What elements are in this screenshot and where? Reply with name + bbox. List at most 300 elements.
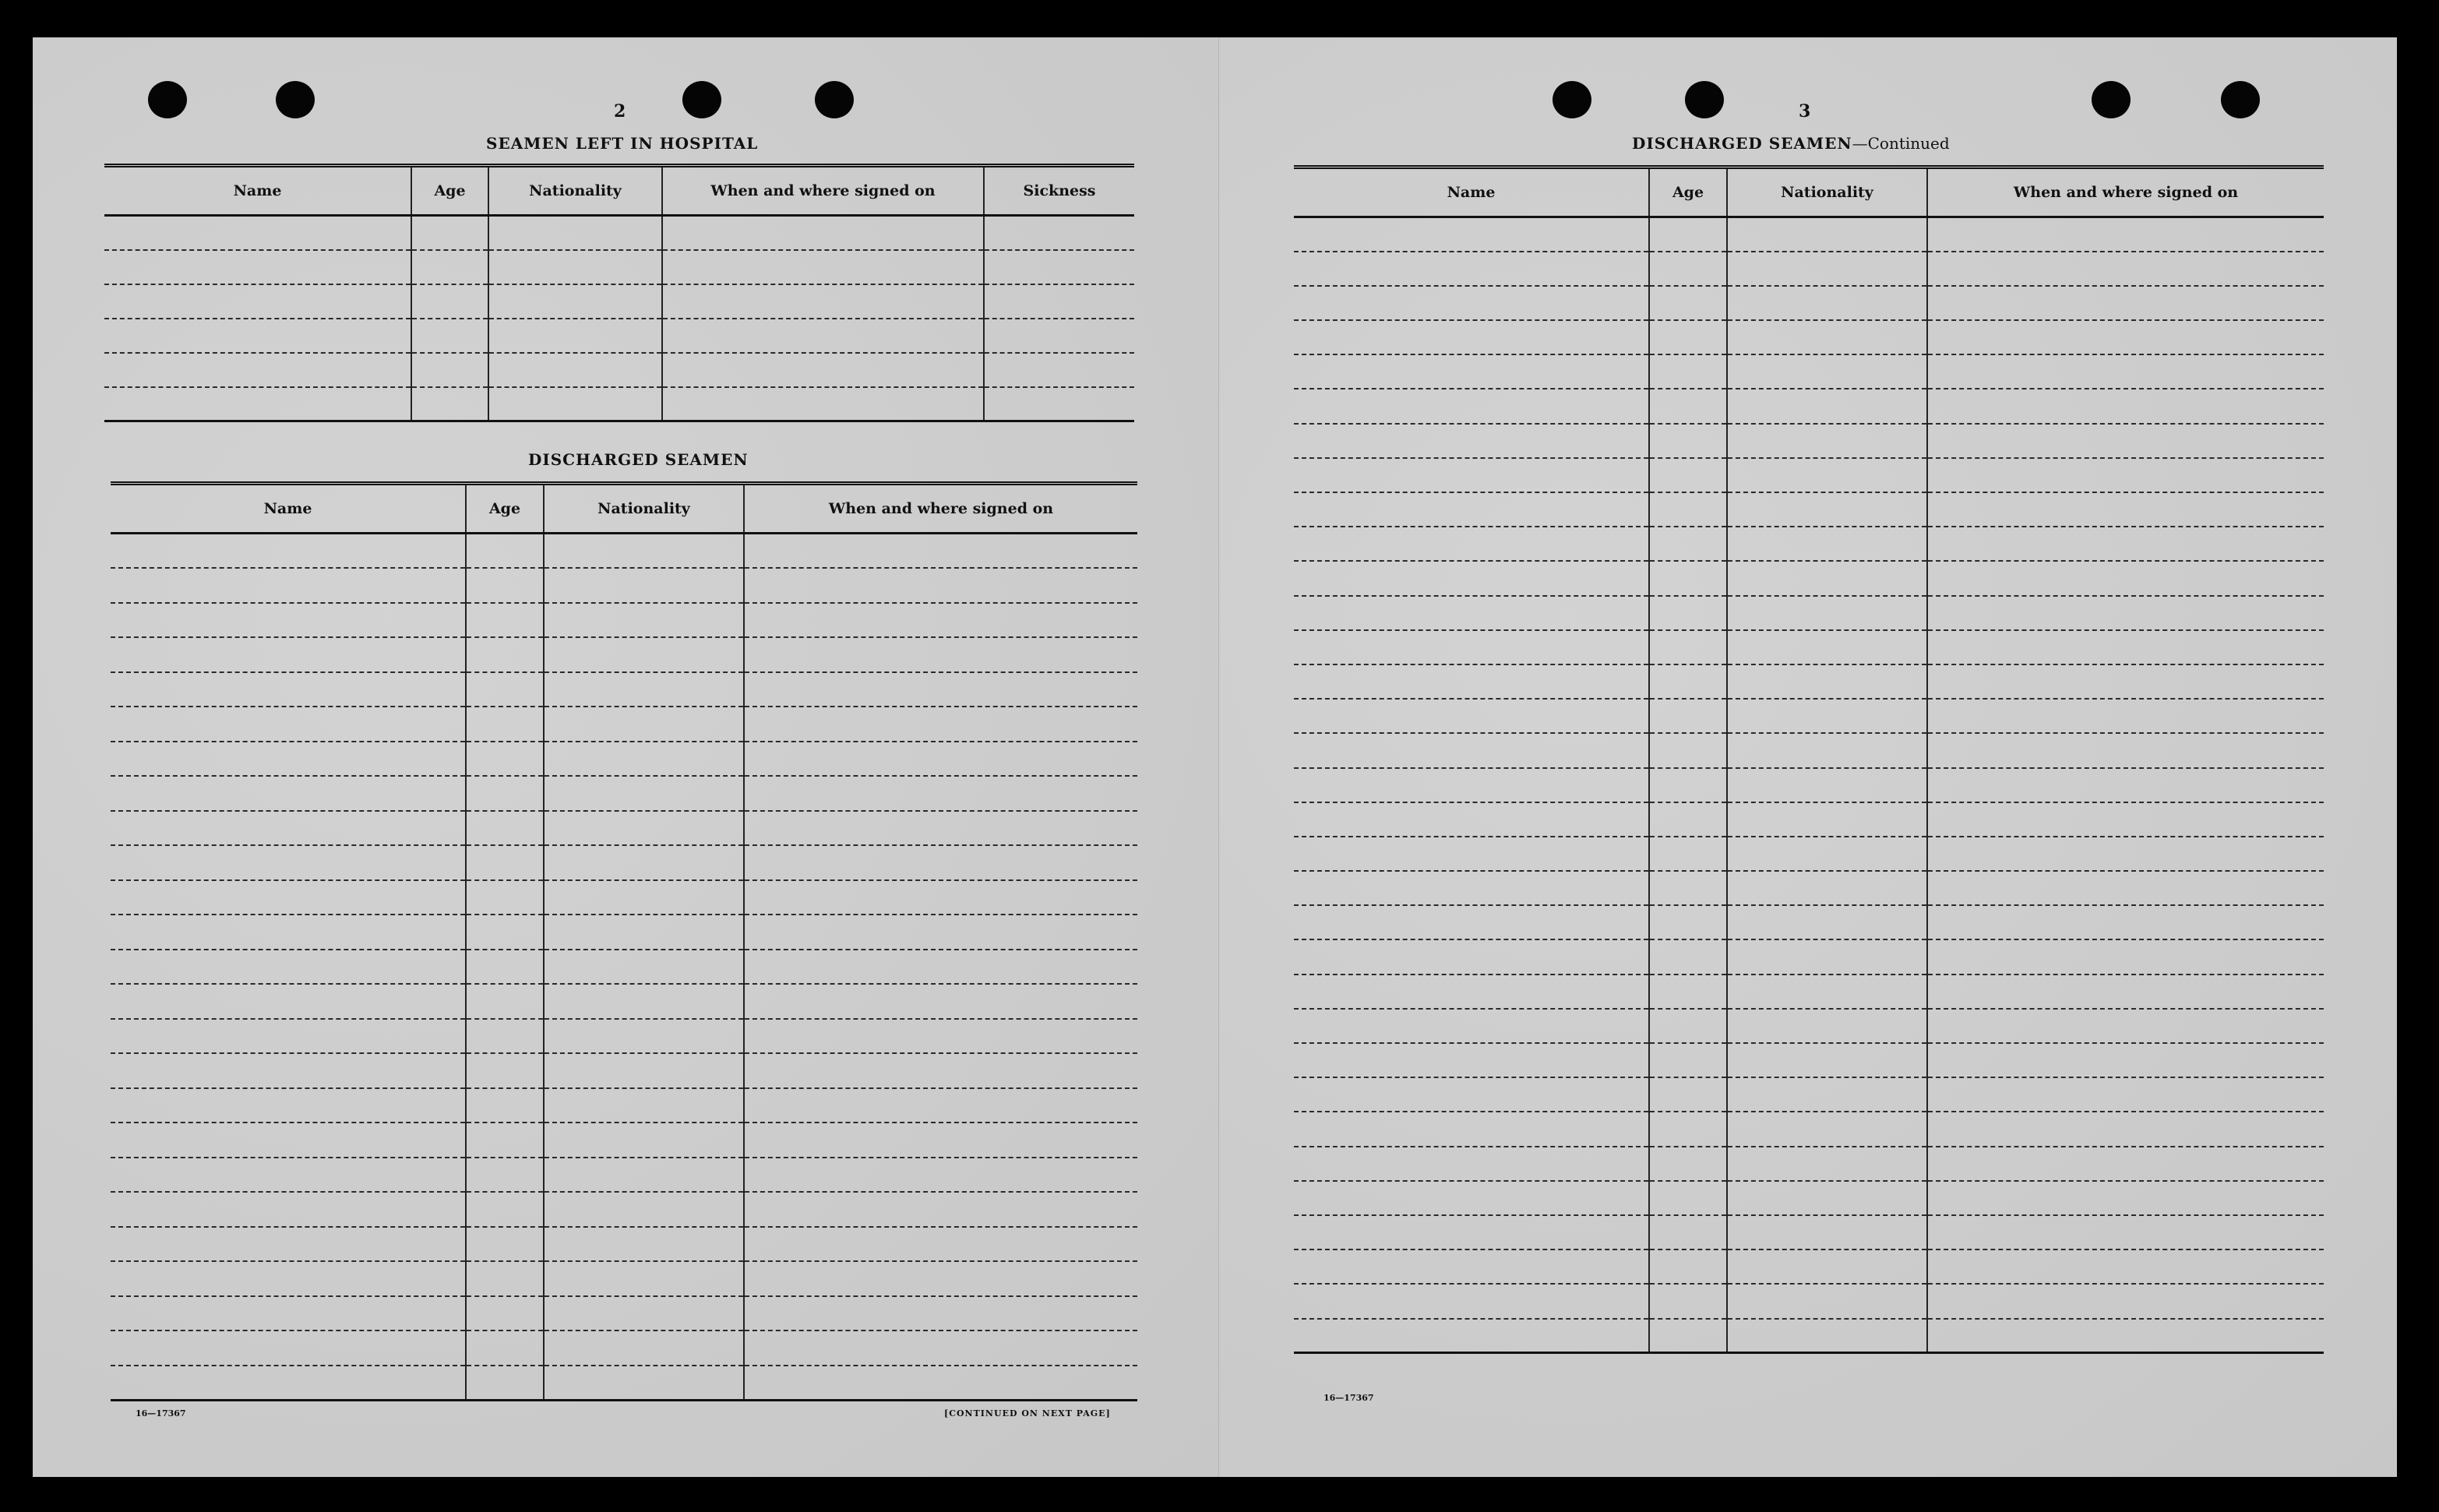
blank-cell-when-and-where-signed-on[interactable] bbox=[744, 776, 1137, 811]
blank-cell-name[interactable] bbox=[1294, 1043, 1649, 1077]
blank-cell-nationality[interactable] bbox=[1727, 699, 1927, 733]
table-row bbox=[111, 811, 1137, 846]
blank-cell-name[interactable] bbox=[1294, 1181, 1649, 1215]
blank-cell-nationality[interactable] bbox=[1727, 837, 1927, 871]
blank-cell-when-and-where-signed-on[interactable] bbox=[744, 880, 1137, 915]
blank-cell-nationality[interactable] bbox=[1727, 320, 1927, 354]
column-header-name: Name bbox=[111, 484, 466, 534]
blank-cell-age[interactable] bbox=[411, 353, 488, 387]
blank-cell-name[interactable] bbox=[1294, 217, 1649, 252]
blank-cell-name[interactable] bbox=[1294, 1249, 1649, 1284]
blank-cell-name[interactable] bbox=[1294, 492, 1649, 527]
blank-cell-age[interactable] bbox=[466, 984, 544, 1019]
blank-cell-nationality[interactable] bbox=[1727, 1181, 1927, 1215]
blank-cell-name[interactable] bbox=[111, 1192, 466, 1227]
blank-cell-nationality[interactable] bbox=[1727, 252, 1927, 286]
blank-cell-age[interactable] bbox=[466, 534, 544, 569]
blank-cell-when-and-where-signed-on[interactable] bbox=[1927, 1009, 2324, 1043]
blank-cell-when-and-where-signed-on[interactable] bbox=[744, 534, 1137, 569]
blank-cell-when-and-where-signed-on[interactable] bbox=[744, 1088, 1137, 1123]
blank-cell-name[interactable] bbox=[104, 319, 411, 353]
blank-cell-when-and-where-signed-on[interactable] bbox=[1927, 1112, 2324, 1146]
blank-cell-nationality[interactable] bbox=[544, 637, 744, 672]
blank-cell-name[interactable] bbox=[111, 915, 466, 950]
blank-cell-name[interactable] bbox=[111, 1019, 466, 1054]
blank-cell-name[interactable] bbox=[104, 250, 411, 284]
table-row bbox=[1294, 424, 2324, 458]
blank-cell-nationality[interactable] bbox=[1727, 217, 1927, 252]
blank-cell-nationality[interactable] bbox=[1727, 630, 1927, 664]
blank-cell-nationality[interactable] bbox=[544, 984, 744, 1019]
blank-cell-nationality[interactable] bbox=[1727, 1284, 1927, 1318]
blank-cell-when-and-where-signed-on[interactable] bbox=[1927, 252, 2324, 286]
blank-cell-nationality[interactable] bbox=[544, 776, 744, 811]
table-row bbox=[111, 1296, 1137, 1331]
blank-cell-nationality[interactable] bbox=[544, 707, 744, 742]
blank-cell-age[interactable] bbox=[466, 742, 544, 777]
blank-cell-nationality[interactable] bbox=[544, 742, 744, 777]
table-row bbox=[1294, 802, 2324, 837]
blank-cell-name[interactable] bbox=[111, 880, 466, 915]
blank-cell-when-and-where-signed-on[interactable] bbox=[1927, 1284, 2324, 1318]
blank-cell-age[interactable] bbox=[466, 1088, 544, 1123]
table-row bbox=[111, 672, 1137, 707]
blank-cell-when-and-where-signed-on[interactable] bbox=[1927, 492, 2324, 527]
blank-cell-age[interactable] bbox=[466, 1261, 544, 1296]
blank-cell-nationality[interactable] bbox=[544, 1296, 744, 1331]
blank-cell-when-and-where-signed-on[interactable] bbox=[744, 637, 1137, 672]
blank-cell-age[interactable] bbox=[466, 1158, 544, 1193]
table-row bbox=[1294, 1077, 2324, 1112]
blank-cell-name[interactable] bbox=[1294, 458, 1649, 492]
blank-cell-when-and-where-signed-on[interactable] bbox=[744, 984, 1137, 1019]
blank-cell-name[interactable] bbox=[111, 1088, 466, 1123]
blank-cell-nationality[interactable] bbox=[544, 534, 744, 569]
blank-cell-when-and-where-signed-on[interactable] bbox=[1927, 975, 2324, 1009]
blank-cell-age[interactable] bbox=[466, 1296, 544, 1331]
blank-cell-nationality[interactable] bbox=[544, 880, 744, 915]
blank-cell-name[interactable] bbox=[1294, 837, 1649, 871]
blank-cell-age[interactable] bbox=[1649, 252, 1727, 286]
blank-cell-when-and-where-signed-on[interactable] bbox=[744, 915, 1137, 950]
blank-cell-name[interactable] bbox=[111, 672, 466, 707]
blank-cell-nationality[interactable] bbox=[544, 1192, 744, 1227]
blank-cell-name[interactable] bbox=[111, 1158, 466, 1193]
blank-cell-age[interactable] bbox=[466, 1019, 544, 1054]
blank-cell-nationality[interactable] bbox=[544, 1330, 744, 1366]
blank-cell-name[interactable] bbox=[1294, 1319, 1649, 1353]
blank-cell-age[interactable] bbox=[466, 1330, 544, 1366]
blank-cell-name[interactable] bbox=[1294, 354, 1649, 389]
blank-cell-age[interactable] bbox=[1649, 1147, 1727, 1181]
blank-cell-when-and-where-signed-on[interactable] bbox=[744, 950, 1137, 985]
blank-cell-nationality[interactable] bbox=[488, 250, 662, 284]
blank-cell-nationality[interactable] bbox=[544, 603, 744, 638]
blank-cell-age[interactable] bbox=[1649, 1181, 1727, 1215]
column-header-sickness: Sickness bbox=[984, 166, 1134, 216]
blank-cell-age[interactable] bbox=[1649, 527, 1727, 561]
blank-cell-nationality[interactable] bbox=[1727, 1043, 1927, 1077]
blank-cell-name[interactable] bbox=[1294, 975, 1649, 1009]
blank-cell-when-and-where-signed-on[interactable] bbox=[744, 1366, 1137, 1401]
blank-cell-name[interactable] bbox=[111, 984, 466, 1019]
blank-cell-nationality[interactable] bbox=[1727, 286, 1927, 320]
blank-cell-when-and-where-signed-on[interactable] bbox=[744, 845, 1137, 880]
blank-cell-age[interactable] bbox=[1649, 458, 1727, 492]
blank-cell-name[interactable] bbox=[111, 568, 466, 603]
blank-cell-nationality[interactable] bbox=[488, 353, 662, 387]
blank-cell-nationality[interactable] bbox=[1727, 1319, 1927, 1353]
column-header-age: Age bbox=[411, 166, 488, 216]
table-row bbox=[111, 880, 1137, 915]
blank-cell-age[interactable] bbox=[466, 707, 544, 742]
blank-cell-nationality[interactable] bbox=[544, 672, 744, 707]
blank-cell-nationality[interactable] bbox=[544, 1123, 744, 1158]
blank-cell-when-and-where-signed-on[interactable] bbox=[744, 1053, 1137, 1088]
blank-cell-age[interactable] bbox=[466, 637, 544, 672]
blank-cell-age[interactable] bbox=[466, 776, 544, 811]
blank-cell-when-and-where-signed-on[interactable] bbox=[744, 1227, 1137, 1262]
table-row bbox=[1294, 939, 2324, 974]
blank-cell-nationality[interactable] bbox=[1727, 975, 1927, 1009]
blank-cell-nationality[interactable] bbox=[544, 1227, 744, 1262]
blank-cell-age[interactable] bbox=[1649, 1112, 1727, 1146]
blank-cell-sickness[interactable] bbox=[984, 284, 1134, 319]
table-row bbox=[104, 319, 1134, 353]
blank-cell-age[interactable] bbox=[1649, 1319, 1727, 1353]
blank-cell-when-and-where-signed-on[interactable] bbox=[1927, 424, 2324, 458]
blank-cell-age[interactable] bbox=[1649, 699, 1727, 733]
blank-cell-nationality[interactable] bbox=[488, 319, 662, 353]
blank-cell-name[interactable] bbox=[1294, 596, 1649, 630]
blank-cell-when-and-where-signed-on[interactable] bbox=[1927, 286, 2324, 320]
blank-cell-when-and-where-signed-on[interactable] bbox=[1927, 1215, 2324, 1249]
blank-cell-name[interactable] bbox=[1294, 1284, 1649, 1318]
blank-cell-nationality[interactable] bbox=[1727, 664, 1927, 699]
blank-cell-age[interactable] bbox=[1649, 354, 1727, 389]
blank-cell-when-and-where-signed-on[interactable] bbox=[744, 1158, 1137, 1193]
table-row bbox=[1294, 1043, 2324, 1077]
table-row bbox=[1294, 733, 2324, 767]
blank-cell-when-and-where-signed-on[interactable] bbox=[744, 811, 1137, 846]
blank-cell-sickness[interactable] bbox=[984, 216, 1134, 250]
blank-cell-nationality[interactable] bbox=[544, 1158, 744, 1193]
continued-section-title bbox=[1632, 134, 1950, 153]
blank-cell-age[interactable] bbox=[1649, 561, 1727, 595]
blank-cell-nationality[interactable] bbox=[1727, 1009, 1927, 1043]
table-row bbox=[1294, 1319, 2324, 1353]
blank-cell-nationality[interactable] bbox=[544, 1088, 744, 1123]
blank-cell-sickness[interactable] bbox=[984, 319, 1134, 353]
blank-cell-age[interactable] bbox=[1649, 1249, 1727, 1284]
blank-cell-when-and-where-signed-on[interactable] bbox=[1927, 871, 2324, 905]
blank-cell-when-and-where-signed-on[interactable] bbox=[1927, 939, 2324, 974]
table-row bbox=[1294, 561, 2324, 595]
blank-cell-age[interactable] bbox=[1649, 1043, 1727, 1077]
blank-cell-age[interactable] bbox=[1649, 1009, 1727, 1043]
blank-cell-age[interactable] bbox=[466, 1366, 544, 1401]
blank-cell-name[interactable] bbox=[104, 353, 411, 387]
blank-cell-nationality[interactable] bbox=[1727, 768, 1927, 802]
blank-cell-nationality[interactable] bbox=[1727, 939, 1927, 974]
blank-cell-nationality[interactable] bbox=[544, 1019, 744, 1054]
blank-cell-nationality[interactable] bbox=[544, 1261, 744, 1296]
blank-cell-name[interactable] bbox=[1294, 630, 1649, 664]
blank-cell-nationality[interactable] bbox=[1727, 905, 1927, 939]
left-page bbox=[33, 37, 1218, 1477]
blank-cell-name[interactable] bbox=[111, 742, 466, 777]
blank-cell-when-and-where-signed-on[interactable] bbox=[1927, 1319, 2324, 1353]
blank-cell-when-and-where-signed-on[interactable] bbox=[744, 672, 1137, 707]
table-row bbox=[1294, 1249, 2324, 1284]
blank-cell-name[interactable] bbox=[1294, 1077, 1649, 1112]
blank-cell-when-and-where-signed-on[interactable] bbox=[1927, 217, 2324, 252]
blank-cell-when-and-where-signed-on[interactable] bbox=[1927, 768, 2324, 802]
blank-cell-when-and-where-signed-on[interactable] bbox=[662, 216, 984, 250]
blank-cell-age[interactable] bbox=[466, 1192, 544, 1227]
blank-cell-when-and-where-signed-on[interactable] bbox=[1927, 1147, 2324, 1181]
blank-cell-nationality[interactable] bbox=[1727, 871, 1927, 905]
blank-cell-when-and-where-signed-on[interactable] bbox=[1927, 596, 2324, 630]
blank-cell-age[interactable] bbox=[1649, 1077, 1727, 1112]
blank-cell-name[interactable] bbox=[1294, 939, 1649, 974]
blank-cell-age[interactable] bbox=[411, 216, 488, 250]
blank-cell-when-and-where-signed-on[interactable] bbox=[1927, 1181, 2324, 1215]
blank-cell-when-and-where-signed-on[interactable] bbox=[1927, 699, 2324, 733]
blank-cell-name[interactable] bbox=[1294, 1112, 1649, 1146]
blank-cell-when-and-where-signed-on[interactable] bbox=[1927, 733, 2324, 767]
blank-cell-when-and-where-signed-on[interactable] bbox=[662, 284, 984, 319]
blank-cell-age[interactable] bbox=[466, 672, 544, 707]
blank-cell-nationality[interactable] bbox=[1727, 561, 1927, 595]
blank-cell-age[interactable] bbox=[1649, 286, 1727, 320]
blank-cell-nationality[interactable] bbox=[1727, 424, 1927, 458]
page-number: 2 bbox=[614, 101, 626, 122]
blank-cell-nationality[interactable] bbox=[1727, 527, 1927, 561]
blank-cell-name[interactable] bbox=[1294, 1147, 1649, 1181]
blank-cell-nationality[interactable] bbox=[1727, 458, 1927, 492]
blank-cell-when-and-where-signed-on[interactable] bbox=[744, 1261, 1137, 1296]
blank-cell-age[interactable] bbox=[1649, 1215, 1727, 1249]
hospital-table bbox=[104, 164, 1134, 422]
table-row bbox=[1294, 286, 2324, 320]
blank-cell-age[interactable] bbox=[466, 1053, 544, 1088]
blank-cell-age[interactable] bbox=[1649, 733, 1727, 767]
discharged-table bbox=[111, 481, 1137, 1401]
blank-cell-age[interactable] bbox=[1649, 320, 1727, 354]
blank-cell-nationality[interactable] bbox=[1727, 1147, 1927, 1181]
blank-cell-name[interactable] bbox=[1294, 424, 1649, 458]
blank-cell-sickness[interactable] bbox=[984, 387, 1134, 421]
table-row bbox=[1294, 1112, 2324, 1146]
blank-cell-sickness[interactable] bbox=[984, 353, 1134, 387]
blank-cell-age[interactable] bbox=[1649, 802, 1727, 837]
blank-cell-age[interactable] bbox=[1649, 596, 1727, 630]
blank-cell-when-and-where-signed-on[interactable] bbox=[1927, 630, 2324, 664]
blank-cell-name[interactable] bbox=[111, 950, 466, 985]
blank-cell-when-and-where-signed-on[interactable] bbox=[744, 603, 1137, 638]
blank-cell-name[interactable] bbox=[111, 1227, 466, 1262]
table-row bbox=[1294, 905, 2324, 939]
blank-cell-when-and-where-signed-on[interactable] bbox=[744, 568, 1137, 603]
blank-cell-nationality[interactable] bbox=[1727, 733, 1927, 767]
column-header-age: Age bbox=[466, 484, 544, 534]
blank-cell-name[interactable] bbox=[104, 216, 411, 250]
blank-cell-nationality[interactable] bbox=[1727, 596, 1927, 630]
blank-cell-when-and-where-signed-on[interactable] bbox=[1927, 1077, 2324, 1112]
blank-cell-name[interactable] bbox=[1294, 768, 1649, 802]
blank-cell-name[interactable] bbox=[104, 387, 411, 421]
blank-cell-name[interactable] bbox=[111, 603, 466, 638]
blank-cell-name[interactable] bbox=[1294, 733, 1649, 767]
blank-cell-age[interactable] bbox=[1649, 630, 1727, 664]
blank-cell-name[interactable] bbox=[111, 1123, 466, 1158]
blank-cell-name[interactable] bbox=[111, 637, 466, 672]
blank-cell-nationality[interactable] bbox=[1727, 1249, 1927, 1284]
blank-cell-when-and-where-signed-on[interactable] bbox=[744, 742, 1137, 777]
blank-cell-name[interactable] bbox=[111, 1053, 466, 1088]
blank-cell-nationality[interactable] bbox=[1727, 1215, 1927, 1249]
blank-cell-age[interactable] bbox=[466, 915, 544, 950]
blank-cell-age[interactable] bbox=[466, 950, 544, 985]
blank-cell-name[interactable] bbox=[111, 845, 466, 880]
blank-cell-when-and-where-signed-on[interactable] bbox=[744, 1330, 1137, 1366]
blank-cell-age[interactable] bbox=[1649, 768, 1727, 802]
blank-cell-name[interactable] bbox=[1294, 320, 1649, 354]
blank-cell-name[interactable] bbox=[1294, 527, 1649, 561]
table-row bbox=[1294, 975, 2324, 1009]
discharged-continued-table bbox=[1294, 165, 2324, 1354]
blank-cell-age[interactable] bbox=[1649, 871, 1727, 905]
blank-cell-nationality[interactable] bbox=[544, 1053, 744, 1088]
blank-cell-age[interactable] bbox=[466, 568, 544, 603]
blank-cell-age[interactable] bbox=[1649, 939, 1727, 974]
blank-cell-nationality[interactable] bbox=[1727, 389, 1927, 423]
table-row bbox=[111, 568, 1137, 603]
blank-cell-name[interactable] bbox=[111, 1366, 466, 1401]
blank-cell-name[interactable] bbox=[111, 1261, 466, 1296]
blank-cell-when-and-where-signed-on[interactable] bbox=[1927, 802, 2324, 837]
blank-cell-name[interactable] bbox=[111, 534, 466, 569]
form-number: 16—17367 bbox=[1323, 1393, 1374, 1403]
blank-cell-when-and-where-signed-on[interactable] bbox=[1927, 837, 2324, 871]
column-header-name: Name bbox=[1294, 167, 1649, 217]
blank-cell-age[interactable] bbox=[411, 250, 488, 284]
blank-cell-when-and-where-signed-on[interactable] bbox=[744, 707, 1137, 742]
blank-cell-name[interactable] bbox=[111, 811, 466, 846]
blank-cell-name[interactable] bbox=[104, 284, 411, 319]
blank-cell-name[interactable] bbox=[1294, 802, 1649, 837]
blank-cell-age[interactable] bbox=[1649, 664, 1727, 699]
blank-cell-when-and-where-signed-on[interactable] bbox=[1927, 905, 2324, 939]
blank-cell-name[interactable] bbox=[1294, 871, 1649, 905]
blank-cell-name[interactable] bbox=[1294, 905, 1649, 939]
column-header-when-and-where-signed-on: When and where signed on bbox=[1927, 167, 2324, 217]
column-header-nationality: Nationality bbox=[488, 166, 662, 216]
blank-cell-when-and-where-signed-on[interactable] bbox=[662, 319, 984, 353]
blank-cell-nationality[interactable] bbox=[544, 568, 744, 603]
blank-cell-nationality[interactable] bbox=[1727, 1112, 1927, 1146]
blank-cell-age[interactable] bbox=[1649, 975, 1727, 1009]
blank-cell-name[interactable] bbox=[111, 776, 466, 811]
blank-cell-nationality[interactable] bbox=[1727, 802, 1927, 837]
blank-cell-nationality[interactable] bbox=[488, 216, 662, 250]
blank-cell-age[interactable] bbox=[466, 811, 544, 846]
blank-cell-nationality[interactable] bbox=[488, 284, 662, 319]
table-row bbox=[111, 534, 1137, 569]
blank-cell-age[interactable] bbox=[1649, 424, 1727, 458]
blank-cell-when-and-where-signed-on[interactable] bbox=[662, 387, 984, 421]
table-row bbox=[111, 1330, 1137, 1366]
blank-cell-name[interactable] bbox=[1294, 252, 1649, 286]
blank-cell-age[interactable] bbox=[1649, 389, 1727, 423]
blank-cell-when-and-where-signed-on[interactable] bbox=[662, 353, 984, 387]
blank-cell-age[interactable] bbox=[411, 284, 488, 319]
table-row bbox=[1294, 699, 2324, 733]
blank-cell-name[interactable] bbox=[111, 1330, 466, 1366]
blank-cell-age[interactable] bbox=[466, 880, 544, 915]
blank-cell-age[interactable] bbox=[411, 387, 488, 421]
blank-cell-nationality[interactable] bbox=[1727, 492, 1927, 527]
blank-cell-name[interactable] bbox=[1294, 1009, 1649, 1043]
blank-cell-nationality[interactable] bbox=[544, 950, 744, 985]
blank-cell-name[interactable] bbox=[1294, 561, 1649, 595]
blank-cell-when-and-where-signed-on[interactable] bbox=[662, 250, 984, 284]
blank-cell-when-and-where-signed-on[interactable] bbox=[744, 1123, 1137, 1158]
blank-cell-name[interactable] bbox=[1294, 286, 1649, 320]
blank-cell-age[interactable] bbox=[1649, 905, 1727, 939]
blank-cell-age[interactable] bbox=[1649, 837, 1727, 871]
blank-cell-when-and-where-signed-on[interactable] bbox=[1927, 527, 2324, 561]
blank-cell-nationality[interactable] bbox=[544, 845, 744, 880]
blank-cell-nationality[interactable] bbox=[544, 915, 744, 950]
blank-cell-age[interactable] bbox=[1649, 1284, 1727, 1318]
punch-hole bbox=[1685, 81, 1724, 118]
blank-cell-age[interactable] bbox=[411, 319, 488, 353]
blank-cell-nationality[interactable] bbox=[1727, 354, 1927, 389]
blank-cell-age[interactable] bbox=[1649, 492, 1727, 527]
blank-cell-when-and-where-signed-on[interactable] bbox=[1927, 354, 2324, 389]
blank-cell-name[interactable] bbox=[1294, 664, 1649, 699]
blank-cell-nationality[interactable] bbox=[1727, 1077, 1927, 1112]
blank-cell-when-and-where-signed-on[interactable] bbox=[1927, 1043, 2324, 1077]
blank-cell-when-and-where-signed-on[interactable] bbox=[1927, 458, 2324, 492]
blank-cell-nationality[interactable] bbox=[488, 387, 662, 421]
blank-cell-when-and-where-signed-on[interactable] bbox=[744, 1019, 1137, 1054]
blank-cell-when-and-where-signed-on[interactable] bbox=[744, 1296, 1137, 1331]
blank-cell-when-and-where-signed-on[interactable] bbox=[744, 1192, 1137, 1227]
blank-cell-nationality[interactable] bbox=[544, 811, 744, 846]
blank-cell-name[interactable] bbox=[111, 707, 466, 742]
blank-cell-when-and-where-signed-on[interactable] bbox=[1927, 1249, 2324, 1284]
blank-cell-name[interactable] bbox=[1294, 699, 1649, 733]
blank-cell-age[interactable] bbox=[466, 1227, 544, 1262]
blank-cell-when-and-where-signed-on[interactable] bbox=[1927, 561, 2324, 595]
form-number: 16—17367 bbox=[136, 1408, 186, 1419]
blank-cell-age[interactable] bbox=[466, 1123, 544, 1158]
blank-cell-name[interactable] bbox=[1294, 1215, 1649, 1249]
blank-cell-age[interactable] bbox=[466, 603, 544, 638]
blank-cell-sickness[interactable] bbox=[984, 250, 1134, 284]
blank-cell-nationality[interactable] bbox=[544, 1366, 744, 1401]
blank-cell-when-and-where-signed-on[interactable] bbox=[1927, 389, 2324, 423]
blank-cell-when-and-where-signed-on[interactable] bbox=[1927, 320, 2324, 354]
blank-cell-age[interactable] bbox=[1649, 217, 1727, 252]
blank-cell-when-and-where-signed-on[interactable] bbox=[1927, 664, 2324, 699]
blank-cell-name[interactable] bbox=[111, 1296, 466, 1331]
blank-cell-age[interactable] bbox=[466, 845, 544, 880]
blank-cell-name[interactable] bbox=[1294, 389, 1649, 423]
